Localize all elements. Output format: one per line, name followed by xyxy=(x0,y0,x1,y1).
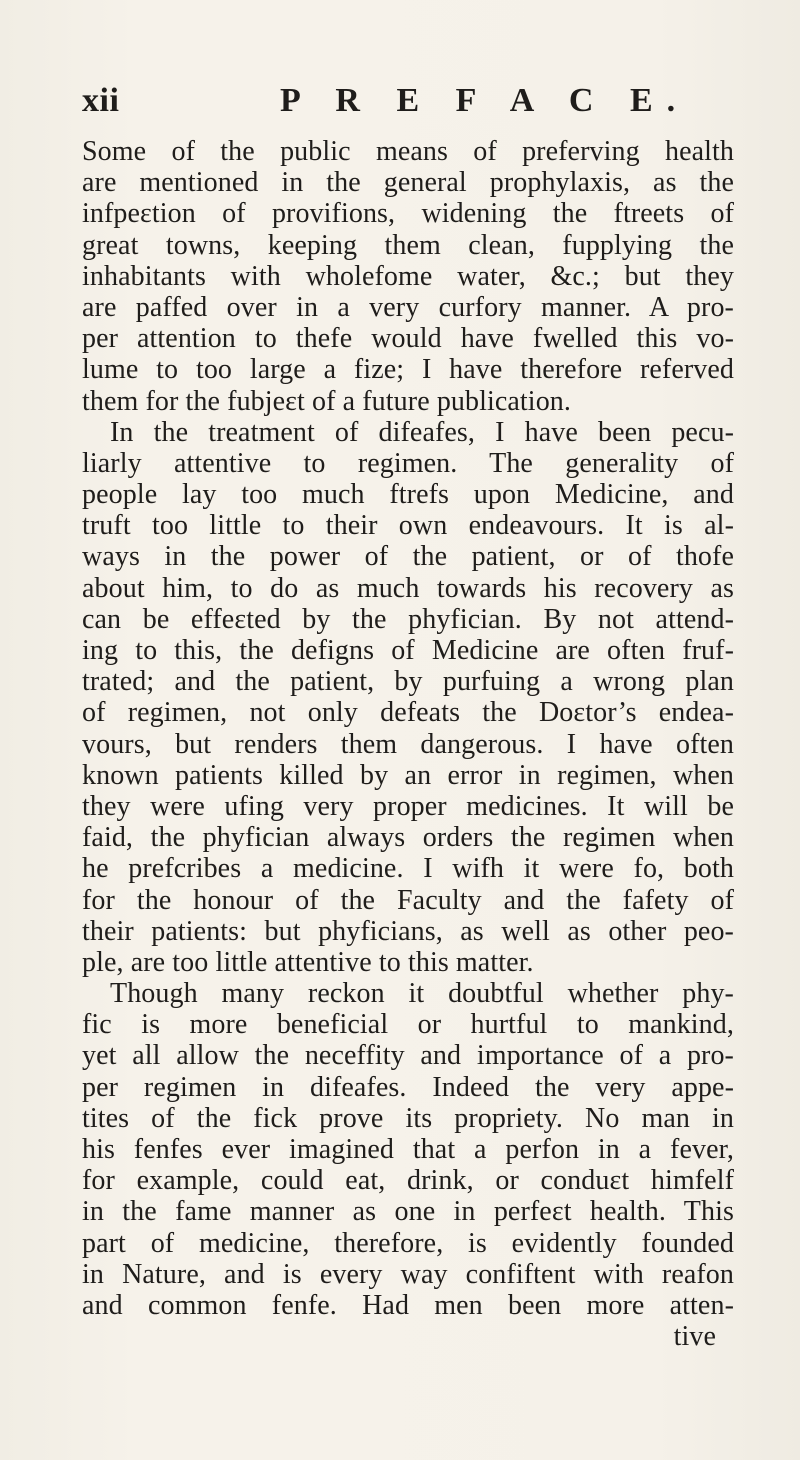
text-line: in the fame manner as one in perfeɛt health. This xyxy=(82,1196,734,1228)
text-line: for example, could eat, drink, or conduɛt himfelf xyxy=(82,1165,734,1197)
text-line: great towns, keeping them clean, fupplying the xyxy=(82,229,734,261)
text-line: inhabitants with wholefome water, &c.; but they xyxy=(82,260,734,292)
paragraph-start-line: Though many reckon it doubtful whether phy- xyxy=(110,978,734,1010)
text-line: ple, are too little attentive to this matter. xyxy=(82,946,534,978)
text-line: vours, but renders them dangerous. I have often xyxy=(82,728,734,760)
paragraph-start-line: In the treatment of difeafes, I have been pecu- xyxy=(110,416,734,448)
page-header xyxy=(0,82,800,122)
page-number: xii xyxy=(82,82,120,119)
catchword: tive xyxy=(673,1321,716,1353)
text-line: lume to too large a fize; I have therefore referved xyxy=(82,354,734,386)
text-line: ways in the power of the patient, or of thofe xyxy=(82,541,734,573)
text-line: per attention to thefe would have fwelled this vo- xyxy=(82,323,734,355)
text-line: about him, to do as much towards his recovery as xyxy=(82,572,734,604)
text-line: per regimen in difeafes. Indeed the very appe- xyxy=(82,1071,734,1103)
text-line: he prefcribes a medicine. I wifh it were fo, both xyxy=(82,853,734,885)
text-line: known patients killed by an error in regimen, when xyxy=(82,759,734,791)
text-line: are paffed over in a very curfory manner. A pro- xyxy=(82,291,734,323)
text-line: Some of the public means of preferving health xyxy=(82,136,734,167)
text-line: can be effeɛted by the phyfician. By not attend- xyxy=(82,603,734,635)
text-line: for the honour of the Faculty and the fafety of xyxy=(82,884,734,916)
text-line: part of medicine, therefore, is evidently founded xyxy=(82,1227,734,1259)
preface-text-block xyxy=(82,136,734,1352)
text-line: are mentioned in the general prophylaxis, as the xyxy=(82,167,734,199)
text-line: ing to this, the defigns of Medicine are often fruf- xyxy=(82,635,734,666)
text-line: them for the fubjeɛt of a future publication. xyxy=(82,385,571,417)
text-line: liarly attentive to regimen. The generality of xyxy=(82,447,734,479)
text-line: truft too little to their own endeavours. It is al- xyxy=(82,510,734,542)
text-line: trated; and the patient, by purfuing a wrong plan xyxy=(82,666,734,698)
text-line: his fenfes ever imagined that a perfon in a fever, xyxy=(82,1134,734,1165)
text-line: tites of the fick prove its propriety. No man in xyxy=(82,1102,734,1134)
text-line: in Nature, and is every way confiftent with reafon xyxy=(82,1258,734,1290)
text-line: their patients: but phyficians, as well as other peo- xyxy=(82,915,734,947)
running-head-title: P R E F A C E. xyxy=(280,82,690,119)
text-line: and common fenfe. Had men been more atten- xyxy=(82,1289,734,1321)
text-line: they were ufing very proper medicines. It will be xyxy=(82,790,734,822)
text-line: people lay too much ftrefs upon Medicine, and xyxy=(82,479,734,511)
text-line: faid, the phyfician always orders the regimen when xyxy=(82,822,734,854)
text-line: of regimen, not only defeats the Doɛtor’s endea- xyxy=(82,697,734,729)
text-line: fic is more beneficial or hurtful to mankind, xyxy=(82,1009,734,1041)
text-line: yet all allow the neceffity and importance of a pro- xyxy=(82,1040,734,1072)
text-line: infpeɛtion of provifions, widening the ftreets of xyxy=(82,198,734,230)
